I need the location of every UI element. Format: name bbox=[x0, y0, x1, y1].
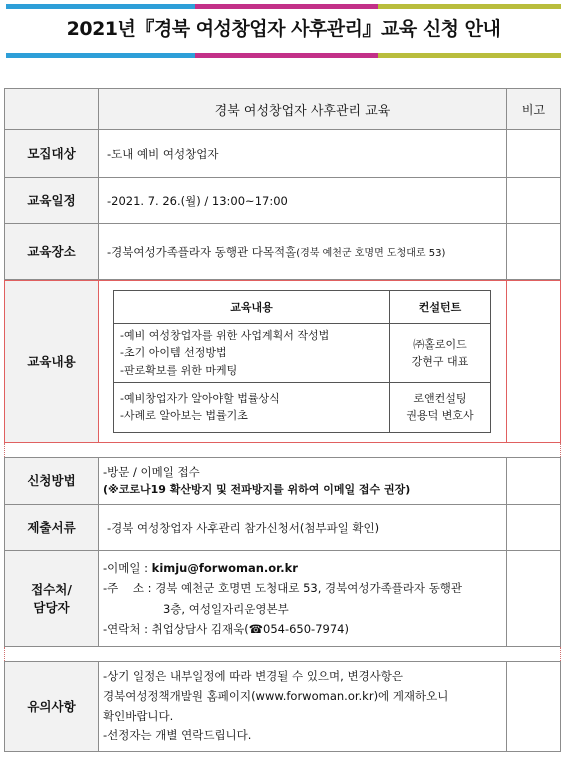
row-label: 교육내용 bbox=[5, 281, 99, 442]
program-table bbox=[113, 290, 491, 432]
program-header-content: 교육내용 bbox=[114, 291, 390, 324]
phone: 취업상담사 김재욱(☎054-650-7974) bbox=[151, 621, 349, 636]
header-note: 비고 bbox=[507, 89, 560, 129]
row-content: -방문 / 이메일 접수 (※코로나19 확산방지 및 전파방지를 위하여 이메일 접수 권장) bbox=[99, 458, 507, 504]
header-main: 경북 여성창업자 사후관리 교육 bbox=[99, 89, 507, 129]
row-content: -도내 예비 여성창업자 bbox=[99, 130, 507, 177]
table-gap bbox=[4, 443, 561, 457]
top-color-band bbox=[6, 4, 561, 9]
row-notice bbox=[4, 661, 561, 752]
bottom-color-band bbox=[6, 53, 561, 58]
program-row: -예비창업자가 알아야할 법률상식 -사례로 알아보는 법률기초 로앤컨설팅 권용덕 변호사 bbox=[114, 382, 491, 432]
row-label: 모집대상 bbox=[5, 130, 99, 177]
address: 경북 예천군 호명면 도청대로 53, 경북여성가족플라자 동행관 bbox=[155, 581, 463, 596]
row-content: -2021. 7. 26.(월) / 13:00~17:00 bbox=[99, 178, 507, 223]
row-label: 제출서류 bbox=[5, 505, 99, 550]
row-content: -경북여성가족플라자 동행관 다목적홀 (경북 예천군 호명면 도청대로 53) bbox=[99, 224, 507, 279]
row-label: 접수처/ 담당자 bbox=[5, 551, 99, 646]
page-title: 2021년『경북 여성창업자 사후관리』교육 신청 안내 bbox=[66, 18, 501, 40]
email-address: kimju@forwoman.or.kr bbox=[151, 561, 298, 576]
row-label: 교육일정 bbox=[5, 178, 99, 223]
row-label: 유의사항 bbox=[5, 662, 99, 751]
row-place bbox=[4, 224, 561, 280]
row-docs bbox=[4, 505, 561, 551]
row-label: 교육장소 bbox=[5, 224, 99, 279]
program-row: -예비 여성창업자를 위한 사업계획서 작성법 -초기 아이템 선정방법 -판로확보를 위한 마케팅 ㈜홀로이드 강현구 대표 bbox=[114, 324, 491, 382]
row-content: -이메일 : kimju@forwoman.or.kr -주 소 : 경북 예천군 호명면 도청대로 53, 경북여성가족플라자 동행관 3층, 여성일자리운영본부 -연락처 : 취업상담사 김재욱(☎054-650-7974) bbox=[99, 551, 507, 646]
row-date bbox=[4, 178, 561, 224]
row-target bbox=[4, 130, 561, 178]
row-apply bbox=[4, 457, 561, 505]
table-gap bbox=[4, 647, 561, 661]
row-contact bbox=[4, 551, 561, 647]
program-table-cell bbox=[99, 281, 507, 442]
row-content: -경북 여성창업자 사후관리 참가신청서(첨부파일 확인) bbox=[99, 505, 507, 550]
table-header-row bbox=[4, 88, 561, 130]
place-address: (경북 예천군 호명면 도청대로 53) bbox=[296, 248, 446, 259]
row-content: -상기 일정은 내부일정에 따라 변경될 수 있으며, 변경사항은 경북여성정책개발원 홈페이지(www.forwoman.or.kr)에 게재하오니 확인바랍니다. -선정자는 개별 연락드립니다. bbox=[99, 662, 507, 751]
info-table bbox=[4, 88, 561, 752]
program-header-consultant: 컨설턴트 bbox=[390, 291, 491, 324]
row-content-program bbox=[4, 280, 561, 443]
row-label: 신청방법 bbox=[5, 458, 99, 504]
